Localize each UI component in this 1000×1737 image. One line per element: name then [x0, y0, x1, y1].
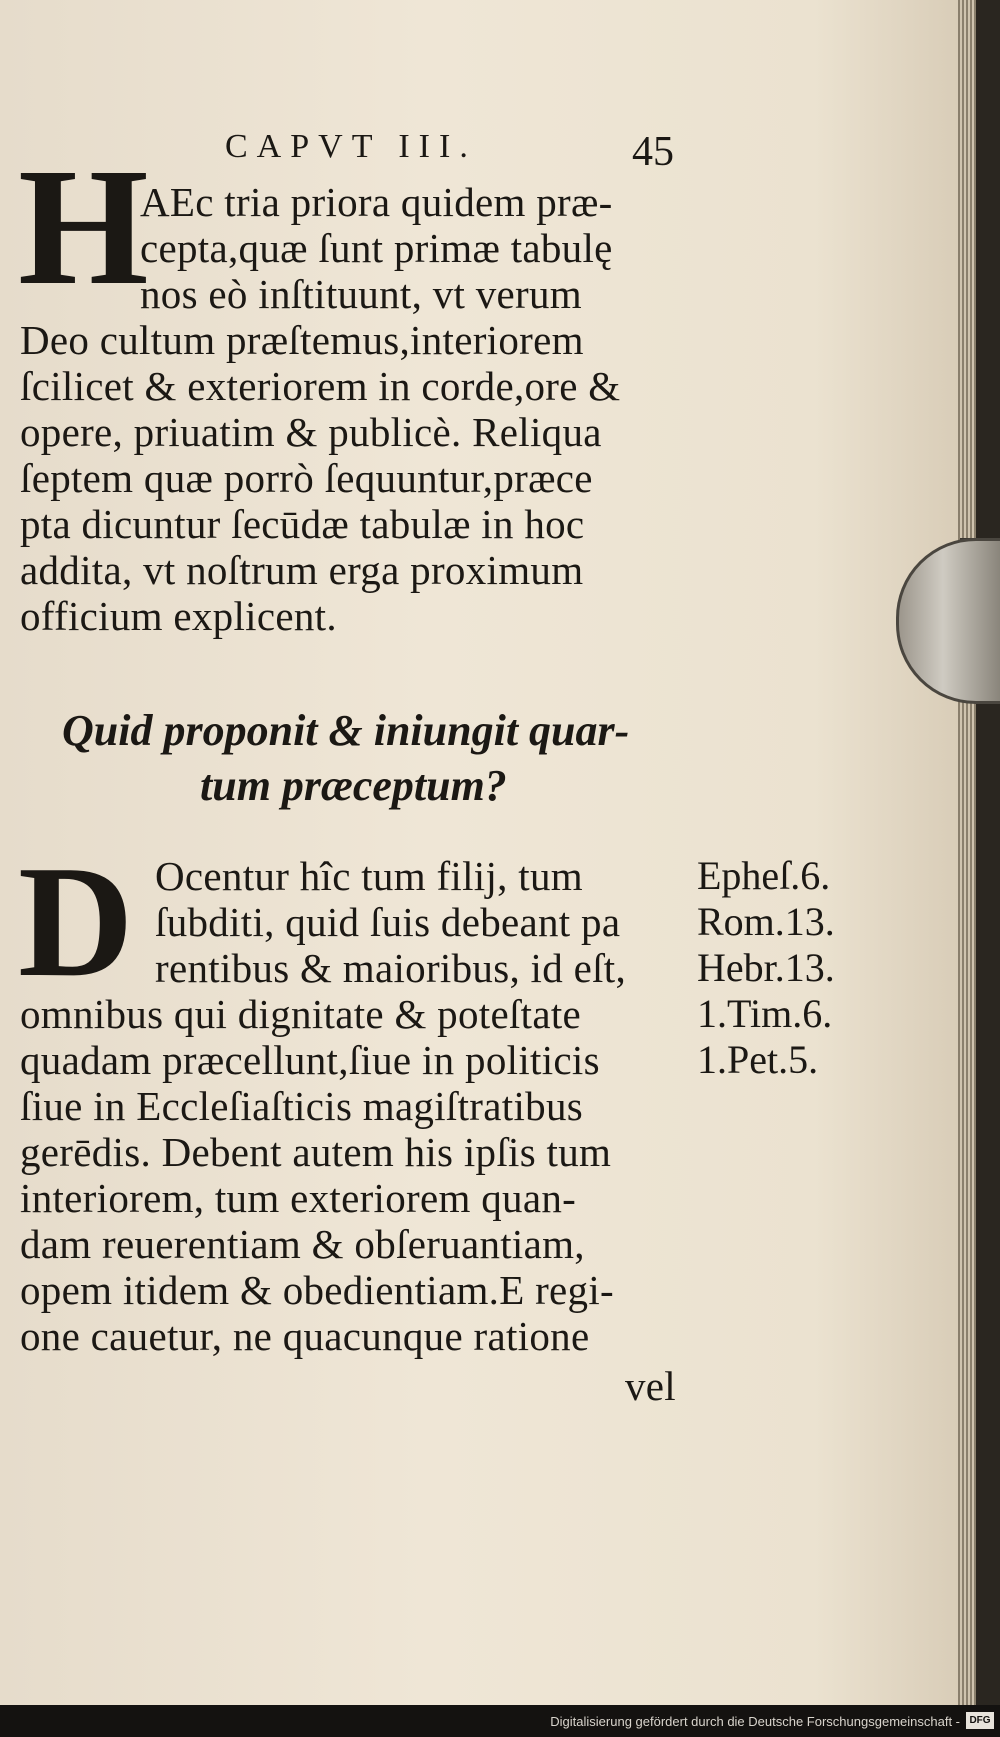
text-line: opem itidem & obedientiam.E regi-: [20, 1267, 614, 1313]
page-number: 45: [632, 129, 674, 175]
text-line: gerēdis. Debent autem his ipſis tum: [20, 1129, 612, 1175]
drop-initial-h: H: [18, 134, 149, 320]
text-line: one cauetur, ne quacunque ratione: [20, 1313, 590, 1359]
text-line: ſcilicet & exteriorem in corde,ore &: [20, 363, 621, 409]
text-line: opere, priuatim & publicè. Reliqua: [20, 409, 602, 455]
funding-credit: Digitalisierung gefördert durch die Deutsche Forschungsgemeinschaft -: [550, 1714, 960, 1729]
drop-initial-d: D: [18, 832, 134, 1010]
text-line: addita, vt noſtrum erga proximum: [20, 547, 584, 593]
footer-bar: [0, 1705, 1000, 1737]
text-line: interiorem, tum exteriorem quan-: [20, 1175, 577, 1221]
question-heading-line2: tum præceptum?: [200, 761, 507, 810]
margin-reference: Hebr.13.: [697, 945, 835, 990]
text-line: nos eò inſtituunt, vt verum: [140, 271, 582, 317]
text-line: omnibus qui dignitate & poteſtate: [20, 991, 582, 1037]
margin-reference: Rom.13.: [697, 899, 835, 944]
text-line: rentibus & maioribus, id eſt,: [155, 945, 627, 991]
margin-reference: 1.Pet.5.: [697, 1037, 819, 1082]
text-line: dam reuerentiam & obſeruantiam,: [20, 1221, 585, 1267]
text-line: ſiue in Eccleſiaſticis magiſtratibus: [20, 1083, 583, 1129]
catchword: vel: [625, 1363, 676, 1409]
book-cover-edge: [976, 0, 1000, 1705]
text-line: AEc tria priora quidem præ-: [140, 179, 613, 225]
text-line: cepta,quæ ſunt primæ tabulę: [140, 225, 613, 271]
text-line: Ocentur hîc tum filij, tum: [155, 853, 583, 899]
text-line: Deo cultum præſtemus,interiorem: [20, 317, 584, 363]
running-head: CAPVT III.: [225, 128, 477, 165]
question-heading-line1: Quid proponit & iniungit quar-: [62, 706, 630, 755]
text-line: ſeptem quæ porrò ſequuntur,præce: [20, 455, 593, 501]
text-line: officium explicent.: [20, 593, 337, 639]
margin-reference: 1.Tim.6.: [697, 991, 833, 1036]
text-line: quadam præcellunt,ſiue in politicis: [20, 1037, 600, 1083]
text-line: ſubditi, quid ſuis debeant pa: [155, 899, 621, 945]
text-line: pta dicuntur ſecūdæ tabulæ in hoc: [20, 501, 585, 547]
dfg-logo: DFG: [966, 1712, 994, 1729]
margin-reference: Epheſ.6.: [697, 853, 831, 898]
page-stack-edge: [958, 0, 976, 1705]
